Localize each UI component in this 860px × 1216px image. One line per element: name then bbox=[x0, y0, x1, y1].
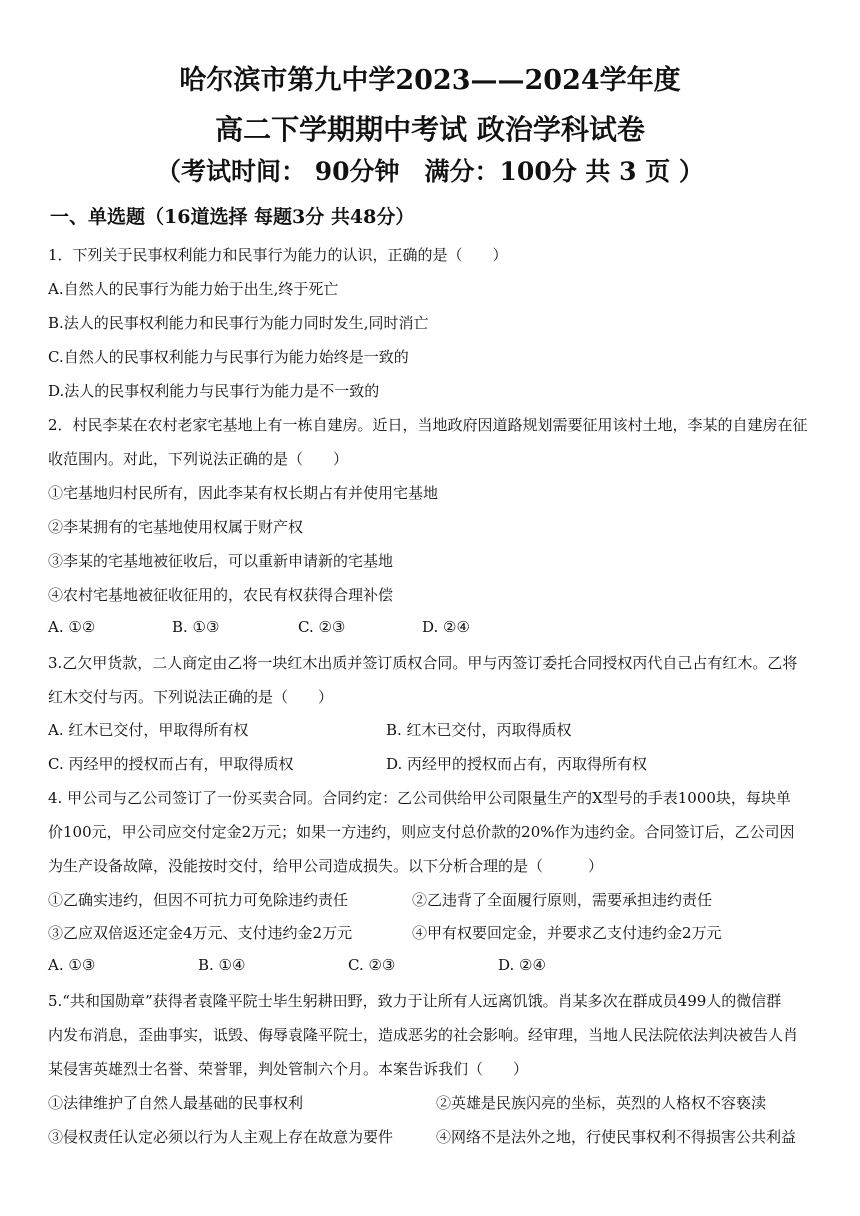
q3-option-a: A. 红木已交付，甲取得所有权 bbox=[48, 721, 249, 739]
q2-option-a: A. ①② bbox=[48, 618, 96, 636]
q2-option-d: D. ②④ bbox=[422, 618, 470, 636]
q5-stem-line3: 某侵害英雄烈士名誉、荣誉罪，判处管制六个月。本案告诉我们（ ） bbox=[48, 1060, 529, 1078]
q2-statement-3: ③李某的宅基地被征收后，可以重新申请新的宅基地 bbox=[48, 552, 394, 570]
q4-statement-4: ④甲有权要回定金，并要求乙支付违约金2万元 bbox=[412, 924, 722, 942]
q4-stem-line3: 为生产设备故障，没能按时交付，给甲公司造成损失。以下分析合理的是（ ） bbox=[48, 857, 604, 875]
q5-stem-line1: 5.“共和国勋章”获得者袁隆平院士毕生躬耕田野，致力于让所有人远离饥饿。肖某多次在群成员499人的微信群 bbox=[48, 992, 782, 1010]
school-title: 哈尔滨市第九中学2023——2024学年度 bbox=[179, 65, 681, 96]
q2-option-b: B. ①③ bbox=[172, 618, 220, 636]
q4-stem-line1: 4. 甲公司与乙公司签订了一份买卖合同。合同约定：乙公司供给甲公司限量生产的X型号的手表1000块，每块单 bbox=[48, 789, 791, 807]
q2-option-c: C. ②③ bbox=[298, 618, 346, 636]
q4-option-a: A. ①③ bbox=[48, 956, 96, 974]
exam-title: 高二下学期期中考试 政治学科试卷 bbox=[215, 113, 645, 146]
q1-option-d: D.法人的民事权利能力与民事行为能力是不一致的 bbox=[48, 382, 380, 400]
q5-statement-4: ④网络不是法外之地，行使民事权利不得损害公共利益 bbox=[436, 1128, 797, 1146]
q4-statement-3: ③乙应双倍返还定金4万元、支付违约金2万元 bbox=[48, 924, 353, 942]
q3-stem-line2: 红木交付与丙。下列说法正确的是（ ） bbox=[48, 688, 334, 706]
q3-option-c: C. 丙经甲的授权而占有，甲取得质权 bbox=[48, 755, 294, 773]
q2-stem-line2: 收范围内。对此，下列说法正确的是（ ） bbox=[48, 450, 349, 468]
q3-stem-line1: 3.乙欠甲货款，二人商定由乙将一块红木出质并签订质权合同。甲与丙签订委托合同授权丙代自己占有红木。乙将 bbox=[48, 654, 798, 672]
q1-option-c: C.自然人的民事权利能力与民事行为能力始终是一致的 bbox=[48, 348, 409, 366]
q2-statement-2: ②李某拥有的宅基地使用权属于财产权 bbox=[48, 518, 304, 536]
q5-statement-1: ①法律维护了自然人最基础的民事权利 bbox=[48, 1094, 304, 1112]
q4-option-b: B. ①④ bbox=[198, 956, 246, 974]
q5-statement-3: ③侵权责任认定必须以行为人主观上存在故意为要件 bbox=[48, 1128, 394, 1146]
q1-option-a: A.自然人的民事行为能力始于出生,终于死亡 bbox=[48, 280, 339, 298]
q3-option-d: D. 丙经甲的授权而占有，丙取得所有权 bbox=[386, 755, 648, 773]
exam-info: （考试时间： 90分钟 满分：100分 共 3 页 ） bbox=[156, 157, 704, 186]
q5-statement-2: ②英雄是民族闪亮的坐标，英烈的人格权不容亵渎 bbox=[436, 1094, 767, 1112]
q4-statement-2: ②乙违背了全面履行原则，需要承担违约责任 bbox=[412, 891, 713, 909]
q4-statement-1: ①乙确实违约，但因不可抗力可免除违约责任 bbox=[48, 891, 349, 909]
q4-stem-line2: 价100元，甲公司应交付定金2万元；如果一方违约，则应支付总价款的20%作为违约金。合同签订后，乙公司因 bbox=[48, 823, 795, 841]
q3-option-b: B. 红木已交付，丙取得质权 bbox=[386, 721, 572, 739]
q1-stem: 1．下列关于民事权利能力和民事行为能力的认识，正确的是（ ） bbox=[48, 246, 508, 264]
q5-stem-line2: 内发布消息，歪曲事实，诋毁、侮辱袁隆平院士，造成恶劣的社会影响。经审理，当地人民法院依法判决被告人肖 bbox=[48, 1026, 799, 1044]
q4-option-c: C. ②③ bbox=[348, 956, 396, 974]
q1-option-b: B.法人的民事权利能力和民事行为能力同时发生,同时消亡 bbox=[48, 314, 429, 332]
q2-statement-1: ①宅基地归村民所有，因此李某有权长期占有并使用宅基地 bbox=[48, 484, 439, 502]
q4-option-d: D. ②④ bbox=[498, 956, 546, 974]
section-title: 一、单选题（16道选择 每题3分 共48分） bbox=[50, 206, 415, 228]
q2-stem-line1: 2．村民李某在农村老家宅基地上有一栋自建房。近日，当地政府因道路规划需要征用该村土地，李某的自建房在征 bbox=[48, 416, 808, 434]
q2-statement-4: ④农村宅基地被征收征用的，农民有权获得合理补偿 bbox=[48, 586, 394, 604]
